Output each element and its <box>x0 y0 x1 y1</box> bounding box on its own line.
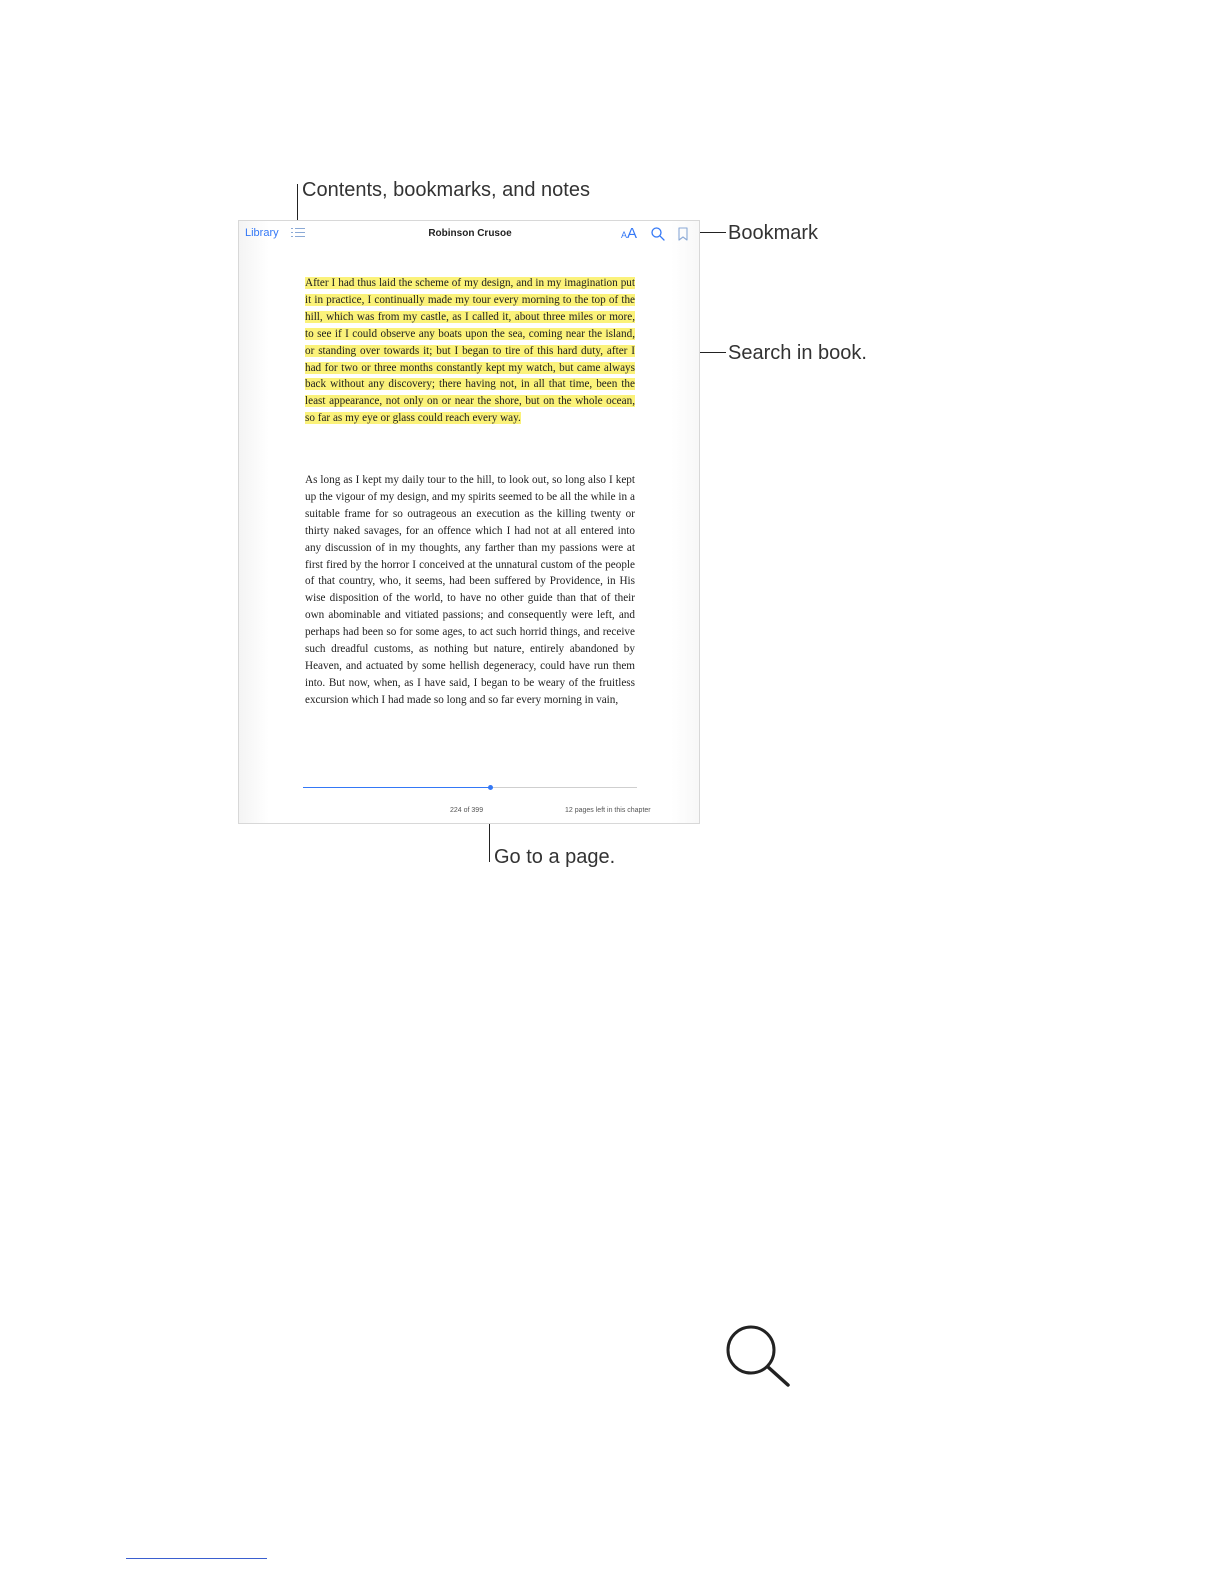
bookmark-icon[interactable] <box>677 227 689 241</box>
body-paragraph: As long as I kept my daily tour to the hill, to look out, so long also I kept up the vigour of my design, and my spirits seemed to be all the while in a suitable frame for so outrageous an execution as the killing twenty or thirty naked savages, for an offence which I had not at all entered into any discussion of in my thoughts, any farther than my passions were at first fired by the horror I conceived at the unnatural custom of the people of that country, who, it seems, had been suffered by Providence, in His wise disposition of the world, to have no other guide than that of their own abominable and vitiated passions; and consequently were left, and perhaps had been so for some ages, to act such horrid things, and receive such dreadful customs, as nothing but nature, entirely abandoned by Heaven, and actuated by some hellish degeneracy, could have run them into. But now, when, as I have said, I began to be weary of the fruitless excursion which I had made so long and so far every morning in vain, <box>305 474 635 706</box>
search-icon <box>722 1322 794 1390</box>
book-title: Robinson Crusoe <box>428 228 512 239</box>
highlighted-text[interactable]: After I had thus laid the scheme of my design, and in my imagination put it in practice, I continually made my tour every morning to the top of the hill, which was from my castle, as I called it, about three miles or more, to see if I could observe any boats upon the sea, coming near the island, or standing over towards it; but I began to tire of this hard duty, after I had for two or three months constantly kept my watch, but came always back without any discovery; there having not, in all that time, been the least appearance, not only on or near the shore, but on the whole ocean, so far as my eye or glass could reach every way. <box>305 277 635 425</box>
ibooks-reader-screen <box>238 220 700 824</box>
page-scrubber-progress <box>303 787 490 788</box>
font-size-small-label: A <box>621 230 628 240</box>
font-size-large-label: A <box>627 225 638 242</box>
font-size-button[interactable] <box>621 225 637 243</box>
footnote-divider <box>126 1558 267 1559</box>
pages-left-in-chapter: 12 pages left in this chapter <box>565 807 651 814</box>
contents-callout-label: Contents, bookmarks, and notes <box>302 179 590 201</box>
bookmark-callout-label: Bookmark <box>728 222 819 244</box>
search-icon[interactable] <box>650 226 666 242</box>
page-count: 224 of 399 <box>450 807 484 814</box>
goto-callout-label: Go to a page. <box>494 846 616 868</box>
page-scrubber-knob[interactable] <box>488 785 493 790</box>
highlighted-paragraph <box>305 275 635 427</box>
library-button[interactable]: Library <box>245 227 279 239</box>
search-callout-label: Search in book. <box>728 342 867 364</box>
